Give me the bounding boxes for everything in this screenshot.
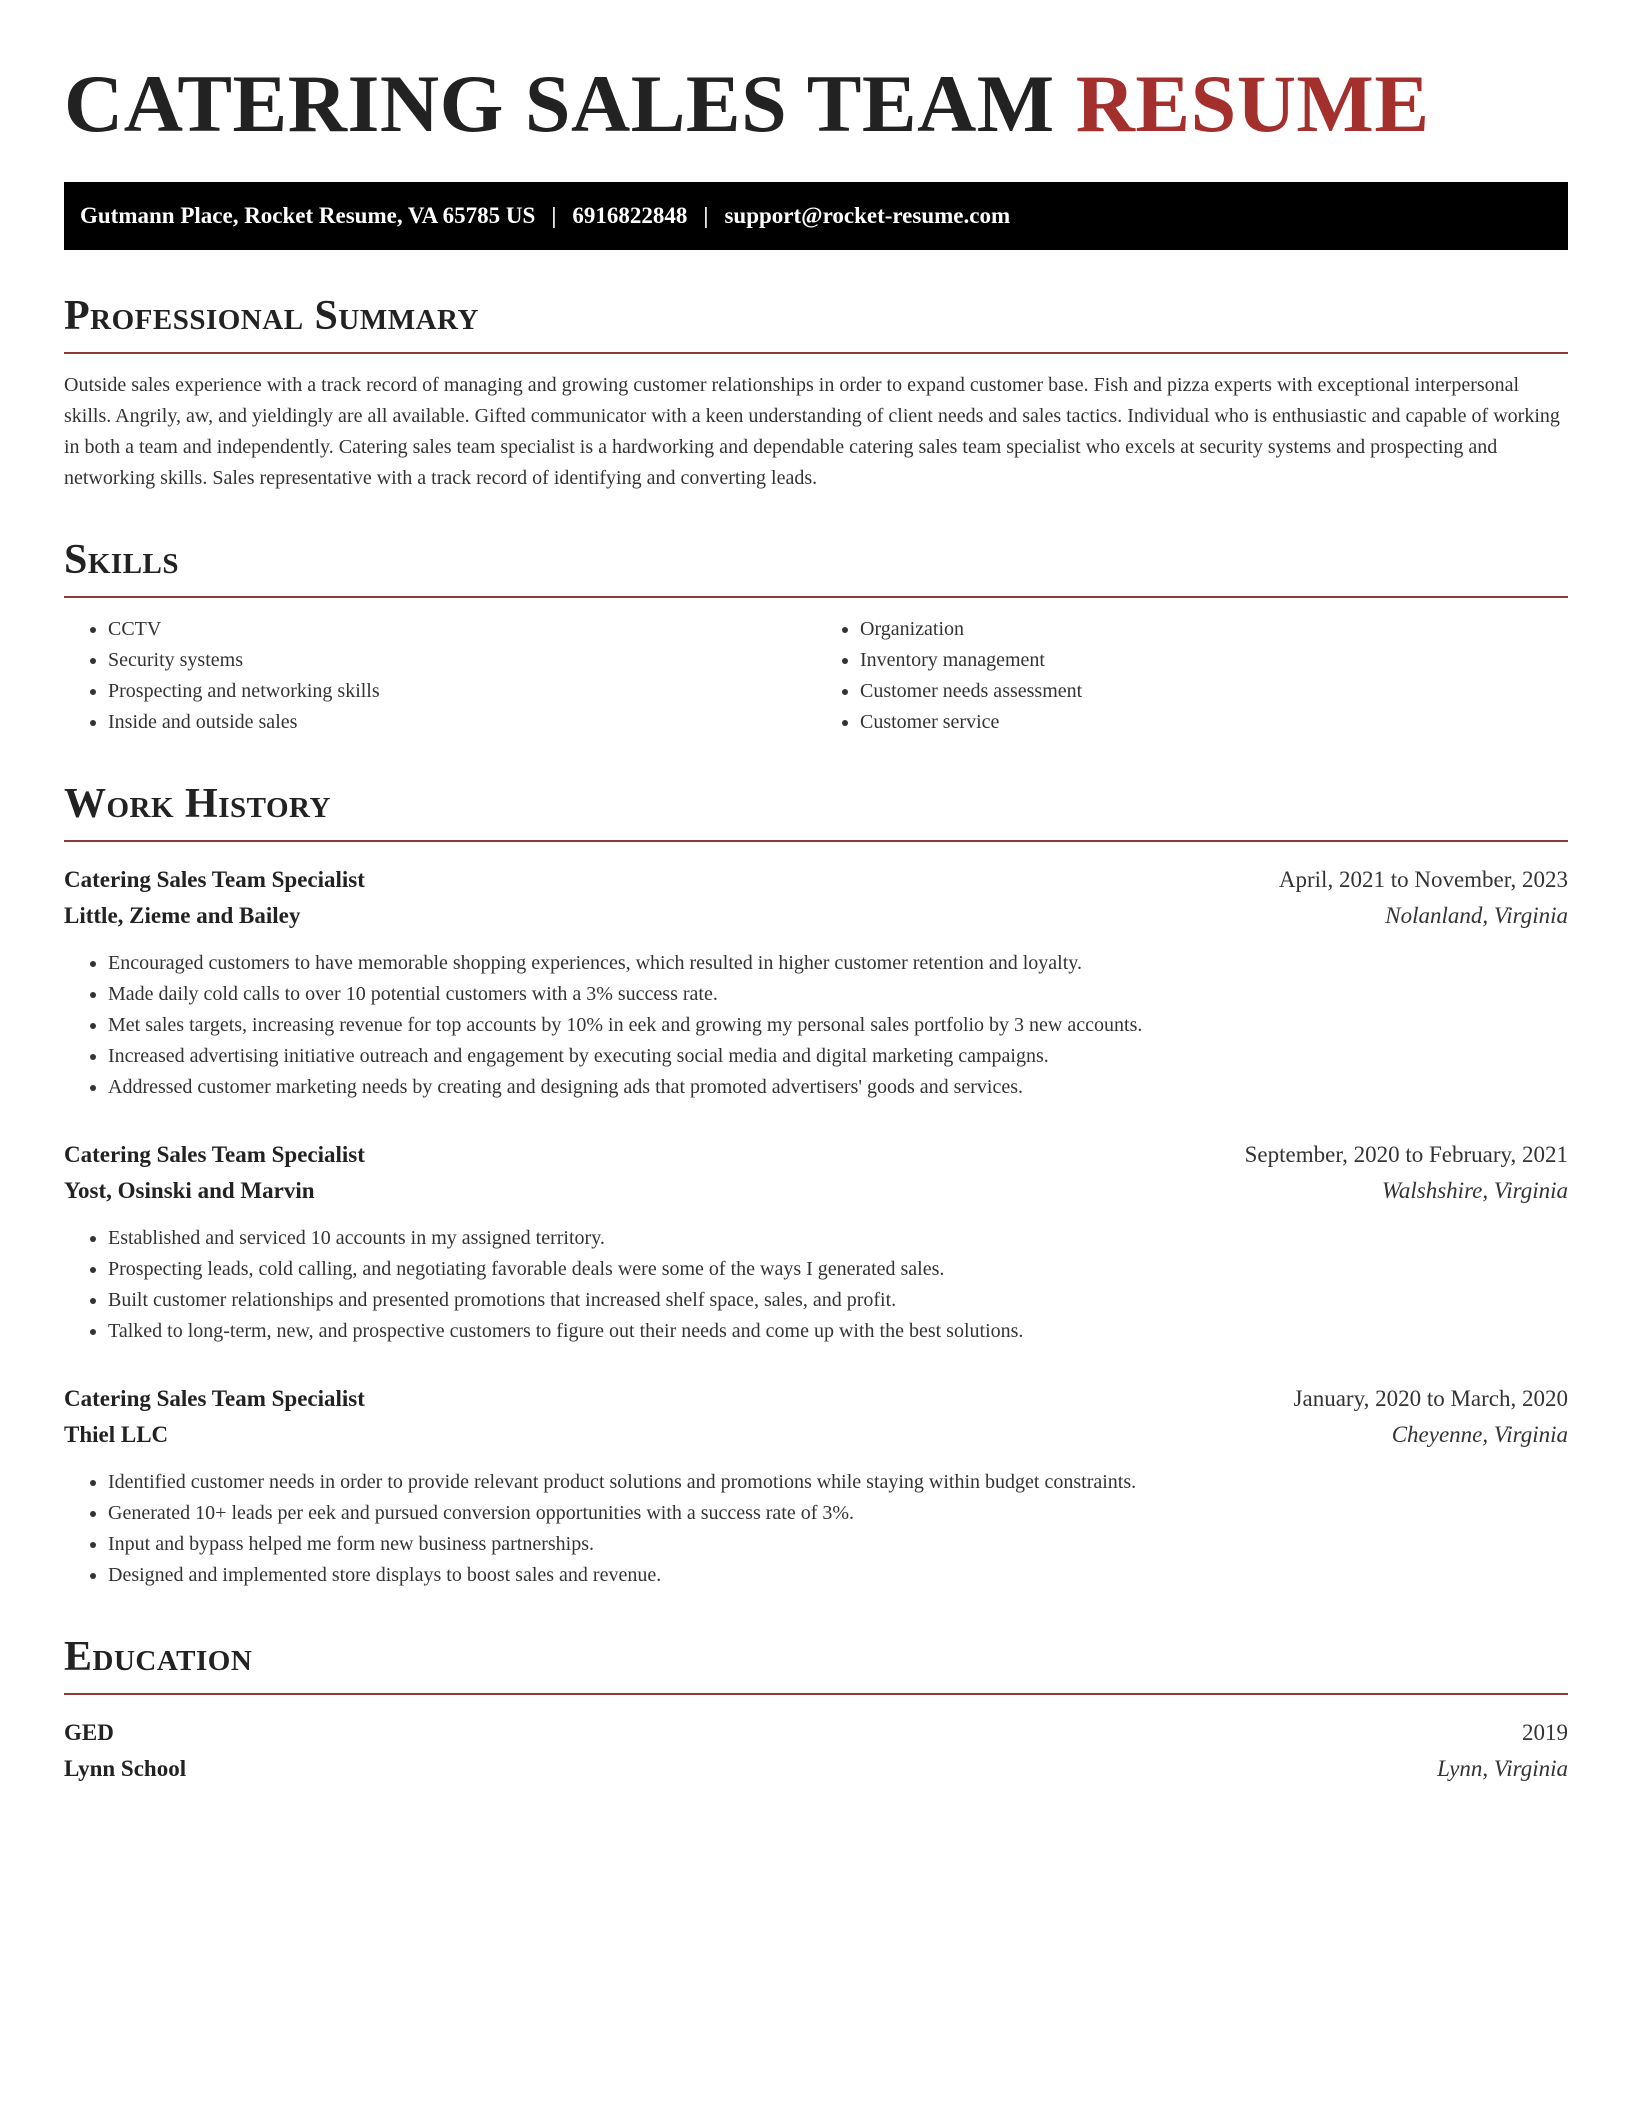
job-entry — [64, 1137, 1568, 1347]
work-history-section — [64, 780, 1568, 1591]
section-divider — [64, 352, 1568, 354]
job-bullet: • Talked to long-term, new, and prospective customers to figure out their needs and come up with the best solutions. — [108, 1316, 1568, 1347]
job-entry — [64, 1381, 1568, 1591]
job-company: Yost, Osinski and Marvin — [64, 1178, 315, 1203]
job-entry — [64, 862, 1568, 1103]
job-dates: April, 2021 to November, 2023 — [1278, 867, 1568, 892]
education-entry — [64, 1715, 1568, 1787]
contact-address: Gutmann Place, Rocket Resume, VA 65785 US — [80, 203, 536, 228]
contact-separator: | — [551, 203, 557, 228]
job-location: Nolanland, Virginia — [1385, 903, 1568, 928]
job-bullet: • Generated 10+ leads per eek and pursued conversion opportunities with a success rate of 3%. — [108, 1498, 1568, 1529]
skill-item: • Security systems — [108, 645, 816, 676]
section-divider — [64, 840, 1568, 842]
job-bullet: • Encouraged customers to have memorable shopping experiences, which resulted in higher customer retention and loyalty. — [108, 948, 1568, 979]
section-heading: Work History — [64, 781, 331, 827]
job-title: Catering Sales Team Specialist — [64, 867, 365, 892]
skills-column-left — [64, 614, 816, 738]
section-heading: Education — [64, 1634, 253, 1680]
contact-separator: | — [703, 203, 709, 228]
job-bullets — [64, 1467, 1568, 1591]
job-bullet: • Identified customer needs in order to provide relevant product solutions and promotions while staying within budget constraints. — [108, 1467, 1568, 1498]
job-bullet: • Made daily cold calls to over 10 potential customers with a 3% success rate. — [108, 979, 1568, 1010]
contact-phone[interactable]: 6916822848 — [572, 203, 688, 228]
section-divider — [64, 596, 1568, 598]
job-bullet: • Established and serviced 10 accounts in my assigned territory. — [108, 1223, 1568, 1254]
job-bullet: • Addressed customer marketing needs by creating and designing ads that promoted advertisers' goods and services. — [108, 1072, 1568, 1103]
skill-item: • Customer needs assessment — [860, 676, 1568, 707]
job-bullets — [64, 948, 1568, 1103]
education-section — [64, 1633, 1568, 1787]
summary-text: Outside sales experience with a track record of managing and growing customer relationships in order to expand customer base. Fish and pizza experts with exceptional interpersonal skills. Angrily, aw, and yieldingly are all available. Gifted communicator with a keen understanding of client needs and sales tactics. Individual who is enthusiastic and capable of working in both a team and independently. Catering sales team specialist is a hardworking and dependable catering sales team specialist who excels at security systems and prospecting and networking skills. Sales representative with a track record of identifying and converting leads. — [64, 374, 1560, 489]
job-location: Walshshire, Virginia — [1381, 1178, 1568, 1203]
skill-item: • Inside and outside sales — [108, 707, 816, 738]
job-company: Little, Zieme and Bailey — [64, 903, 301, 928]
education-school: Lynn School — [64, 1756, 187, 1781]
skill-item: • CCTV — [108, 614, 816, 645]
job-dates: January, 2020 to March, 2020 — [1293, 1386, 1568, 1411]
job-bullet: • Designed and implemented store displays to boost sales and revenue. — [108, 1560, 1568, 1591]
job-title: Catering Sales Team Specialist — [64, 1142, 365, 1167]
job-title: Catering Sales Team Specialist — [64, 1386, 365, 1411]
skill-item: • Inventory management — [860, 645, 1568, 676]
contact-bar — [64, 182, 1568, 250]
skill-item: • Prospecting and networking skills — [108, 676, 816, 707]
resume-title — [64, 56, 1568, 152]
section-heading: Professional Summary — [64, 293, 479, 339]
skills-column-right — [816, 614, 1568, 738]
education-degree: GED — [64, 1720, 114, 1745]
job-bullet: • Built customer relationships and presented promotions that increased shelf space, sales, and profit. — [108, 1285, 1568, 1316]
job-bullet: • Met sales targets, increasing revenue for top accounts by 10% in eek and growing my personal sales portfolio by 3 new accounts. — [108, 1010, 1568, 1041]
job-bullets — [64, 1223, 1568, 1347]
skills-section — [64, 536, 1568, 738]
contact-email[interactable]: support@rocket-resume.com — [724, 203, 1011, 228]
skill-item: • Customer service — [860, 707, 1568, 738]
skills-grid — [64, 614, 1568, 738]
job-location: Cheyenne, Virginia — [1391, 1422, 1568, 1447]
job-bullet: • Prospecting leads, cold calling, and negotiating favorable deals were some of the ways I generated sales. — [108, 1254, 1568, 1285]
title-accent: RESUME — [1075, 58, 1430, 149]
summary-section — [64, 292, 1568, 494]
job-dates: September, 2020 to February, 2021 — [1244, 1142, 1568, 1167]
skill-item: • Organization — [860, 614, 1568, 645]
job-company: Thiel LLC — [64, 1422, 169, 1447]
job-bullet: • Input and bypass helped me form new business partnerships. — [108, 1529, 1568, 1560]
education-year: 2019 — [1522, 1720, 1568, 1745]
education-location: Lynn, Virginia — [1437, 1756, 1568, 1781]
job-bullet: • Increased advertising initiative outreach and engagement by executing social media and digital marketing campaigns. — [108, 1041, 1568, 1072]
section-divider — [64, 1693, 1568, 1695]
section-heading: Skills — [64, 537, 180, 583]
title-main: CATERING SALES TEAM — [64, 58, 1055, 149]
